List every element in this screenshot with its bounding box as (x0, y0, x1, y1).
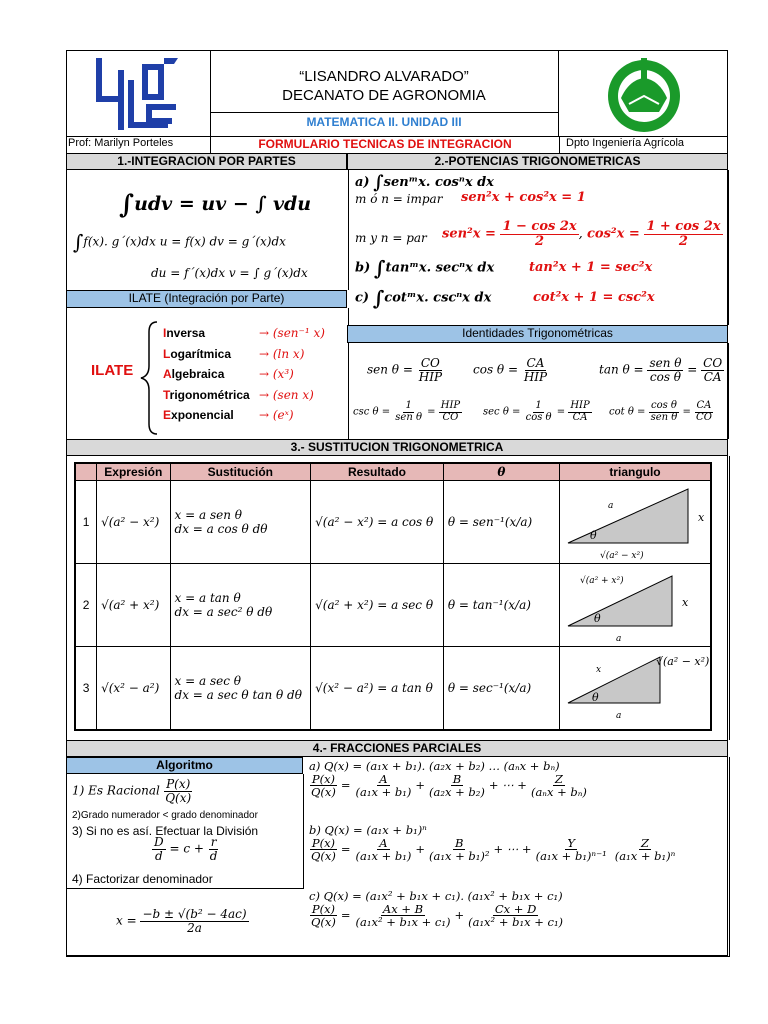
row-index: 2 (75, 564, 97, 647)
department: Dpto Ingeniería Agrícola (566, 137, 685, 149)
term-fraction-den: (a₁x + b₁) (355, 849, 412, 864)
term-fraction-num: B (455, 836, 464, 850)
identity-cot: cot θ = $\frac{\text{cos θ}}{\text{sen θ}}$ = $\frac{CA}{CO}$ (609, 400, 712, 423)
even-cos (587, 220, 723, 248)
algo-step1-text: 1) Es Racional (72, 783, 160, 798)
case-c-equation (309, 903, 565, 928)
section2-header: 2.-POTENCIAS TRIGONOMETRICAS (347, 153, 728, 170)
section1-header: 1.-INTEGRACION POR PARTES (66, 153, 347, 170)
term-fraction (427, 773, 487, 798)
operator: + (415, 841, 426, 856)
ilate-word: xponencial (171, 408, 234, 422)
term-fraction-den: (a₁x + b₁)ⁿ (614, 849, 676, 864)
identity-cot-lhs: cot θ = (609, 406, 646, 418)
triangle-figure (560, 481, 710, 563)
section3-header: 3.- SUSTITUCION TRIGONOMETRICA (66, 439, 728, 456)
substitution-row (75, 564, 711, 647)
quad-lhs: x = (116, 913, 137, 928)
identity-csc-num2: HIP (440, 400, 461, 411)
even-sen-den: 2 (535, 233, 545, 249)
algo-step4: 4) Factorizar denominador (72, 872, 213, 886)
ilate-example: → (sen⁻¹ x) (259, 326, 325, 340)
case-c-label: c) (355, 290, 370, 306)
row-triangle (559, 564, 711, 647)
term-fraction-den: (a₂x + b₂) (429, 785, 485, 800)
term-fraction-num: Z (554, 772, 563, 786)
col-header: Resultado (311, 463, 444, 481)
ilate-item (163, 367, 343, 381)
case-b-equation (309, 837, 677, 862)
term-fraction-num: Y (567, 836, 575, 850)
identity-sec: sec θ = $\frac{1}{\text{cos θ}}$ = $\frac{\text{HIP}}{CA}$ (483, 400, 590, 423)
case-c-row: c) ∫cotᵐx. cscⁿx dx (355, 286, 492, 310)
triangle-label-ang: θ (591, 691, 599, 704)
section4-header: 4.- FRACCIONES PARCIALES (66, 740, 728, 757)
faculty-name: DECANATO DE AGRONOMIA (282, 87, 486, 104)
quad-den: 2a (187, 920, 202, 935)
algorithm-header: Algoritmo (66, 757, 303, 774)
algo-div-mid: = c + (169, 841, 204, 856)
identity-cos-num: CA (526, 356, 545, 370)
course-name: MATEMATICA II. UNIDAD III (210, 112, 558, 129)
triangle-label-ang: θ (593, 612, 601, 625)
triangle-label-hyp: x (595, 665, 602, 675)
algorithm-body (66, 774, 304, 889)
term-fraction-num: Cx + D (494, 902, 537, 916)
triangle-figure (560, 647, 710, 729)
case-b-q: b) Q(x) = (a₁x + b₁)ⁿ (309, 823, 427, 837)
term-fraction-num: B (452, 772, 462, 786)
odd-case: m ó n = impar (355, 192, 443, 206)
case-a-q: a) Q(x) = (a₁x + b₁). (a₂x + b₂) … (aₙx + bₙ) (309, 759, 560, 773)
professor: Prof: Marilyn Porteles (68, 137, 174, 149)
pq-fraction-den: Q(x) (311, 785, 336, 800)
algo-div-rden: d (209, 848, 218, 863)
row-triangle (559, 647, 711, 731)
triangle-label-hyp: √(a² + x²) (579, 576, 624, 586)
main-parts-formula: ∫udv = uv − ∫ vdu (119, 190, 312, 220)
substitution-dx: dx = a cos θ dθ (174, 522, 268, 536)
pq-fraction-num: P(x) (311, 902, 336, 916)
identity-cot-den1: sen θ (650, 411, 678, 423)
substitution-x: x = a tan θ (174, 591, 241, 605)
term-fraction-den: (a₁x + b₁)² (429, 849, 490, 864)
pq-fraction (309, 773, 338, 798)
section1-body (66, 170, 349, 290)
ilate-item (163, 408, 343, 422)
equals: = (340, 907, 351, 922)
row-substitution (170, 564, 311, 647)
term-fraction-num: Z (641, 836, 650, 850)
even-cos-den: 2 (678, 233, 688, 249)
identity-sen-lhs: sen θ = (367, 362, 413, 377)
term-fraction-den: (a₁x + b₁)ⁿ⁻¹ (535, 849, 607, 864)
term-fraction (613, 837, 678, 862)
triangle-figure (560, 564, 710, 646)
col-index (75, 463, 97, 481)
row-index: 3 (75, 647, 97, 731)
case-b-row: b) ∫tanᵐx. secⁿx dx (355, 256, 495, 280)
triangle-label-opp: x (681, 596, 689, 609)
triangle-label-opp: √(a² − x²) (655, 655, 710, 668)
parts-line3: du = f´(x)dx v = ∫ g´(x)dx (151, 266, 308, 280)
identity-cos-den: HIP (523, 369, 548, 384)
term-fraction-den: (a₁x² + b₁x + c₁) (355, 915, 451, 930)
identity-sen-num: CO (420, 356, 440, 370)
equals: = (340, 841, 351, 856)
identities-body (347, 343, 729, 439)
operator: + (415, 777, 426, 792)
triangle-label-ang: θ (589, 529, 597, 542)
ilate-header: ILATE (Integración por Parte) (66, 290, 347, 308)
odd-identity: sen²x + cos²x = 1 (461, 190, 586, 205)
identity-cot-num2: CA (696, 400, 712, 411)
triangle-label-opp: x (697, 511, 705, 524)
operator: + (454, 907, 465, 922)
identity-csc-lhs: csc θ = (353, 406, 391, 418)
substitution-row (75, 481, 711, 564)
identity-sec-den1: cos θ (525, 411, 552, 423)
col-header: Expresión (97, 463, 170, 481)
parts-line2-text: f(x). g´(x)dx u = f(x) dv = g´(x)dx (83, 234, 286, 249)
triangle-label-hyp: a (607, 501, 614, 511)
equals: = (340, 777, 351, 792)
even-cos-num: 1 + cos 2x (646, 219, 721, 234)
substitution-header-row (75, 463, 711, 481)
term-fraction (354, 773, 414, 798)
ilate-label: ILATE (91, 362, 134, 379)
row-theta: θ = sec⁻¹(x/a) (443, 647, 559, 731)
triangle-label-adj: a (615, 711, 622, 721)
algo-step3: 3) Si no es así. Efectuar la División (72, 824, 259, 838)
identity-tan-lhs: tan θ = (599, 362, 644, 377)
parts-line2: ∫f(x). g´(x)dx u = f(x) dv = g´(x)dx (73, 230, 286, 254)
identity-tan-den1: cos θ (649, 369, 682, 384)
row-triangle (559, 481, 711, 564)
triangle-label-adj: √(a² − x²) (599, 551, 644, 561)
ilate-item (163, 326, 343, 340)
ilate-initial: E (163, 408, 172, 422)
algo-div-num: D (154, 835, 164, 849)
term-fraction-num: A (379, 836, 388, 850)
row-theta: θ = sen⁻¹(x/a) (443, 481, 559, 564)
substitution-dx: dx = a sec θ tan θ dθ (174, 688, 302, 702)
case-b-label: b) (355, 260, 371, 276)
case-a-row: a) ∫senᵐx. cosⁿx dx (355, 172, 494, 193)
term-fraction-num: Ax + B (382, 902, 424, 916)
identity-csc-den1: sen θ (395, 411, 422, 423)
col-header: Sustitución (170, 463, 311, 481)
col-header: triangulo (559, 463, 711, 481)
identity-sec-num1: 1 (535, 400, 542, 411)
ilate-brace (139, 320, 159, 436)
substitution-x: x = a sec θ (174, 674, 241, 688)
even-sen: sen²x = $\frac{1 - \cos 2x}{2}$ , (442, 219, 583, 249)
algo-div-rnum: r (210, 835, 217, 849)
identity-csc-num1: 1 (405, 400, 412, 411)
ilate-example: → (eˣ) (259, 408, 294, 422)
identity-sen-den: HIP (418, 369, 443, 384)
col-header: θ (443, 463, 559, 481)
term-fraction (529, 773, 589, 798)
identity-sec-lhs: sec θ = (483, 406, 521, 418)
ilate-initial: I (163, 326, 167, 340)
ilate-item (163, 347, 343, 361)
case-a-label: a) (355, 174, 370, 190)
algo-div-den: d (154, 848, 163, 863)
identity-sen (367, 357, 444, 383)
header-bottom-row (66, 136, 728, 153)
identity-sec-den2: CA (572, 411, 588, 423)
term-fraction-num: A (379, 772, 388, 786)
algo-step1 (72, 778, 193, 804)
term-fraction-den: (a₁x + b₁) (355, 785, 412, 800)
substitution-row (75, 647, 711, 731)
row-result: √(a² − x²) = a cos θ (311, 481, 444, 564)
ilate-word: lgebraica (171, 367, 225, 381)
even-cos-lhs: cos²x = (587, 226, 640, 242)
row-expression: √(a² − x²) (97, 481, 170, 564)
identity-cot-num1: cos θ (650, 400, 677, 411)
case-c-integral: cotᵐx. cscⁿx dx (384, 290, 492, 306)
substitution-body (75, 481, 711, 731)
row-substitution (170, 647, 311, 731)
identity-csc: csc θ = $\frac{1}{\text{sen θ}}$ = $\frac{\text{HIP}}{CO}$ (353, 400, 461, 423)
identity-cos (473, 357, 549, 383)
triangle-label-adj: a (615, 634, 622, 644)
row-expression: √(a² + x²) (97, 564, 170, 647)
even-case: m y n = par (355, 231, 427, 245)
quad-num: −b ± √(b² − 4ac) (142, 907, 247, 921)
identity-sec-num2: HIP (570, 400, 590, 411)
substitution-x: x = a sen θ (174, 508, 242, 522)
pq-fraction-num: P(x) (311, 772, 336, 786)
ilate-example: → (x³) (259, 367, 294, 381)
case-a-equation (309, 773, 589, 798)
case-c-q: c) Q(x) = (a₁x² + b₁x + c₁). (a₁x² + b₁x + c₁) (309, 889, 563, 903)
pq-fraction-den: Q(x) (311, 915, 336, 930)
agronomy-logo (558, 50, 729, 136)
ilate-word: rigonométrica (169, 387, 250, 402)
identity-tan: tan θ = $\frac{\text{sen θ}}{\text{cos θ}}$ = $\frac{CO}{CA}$ (599, 356, 723, 384)
partial-fractions-cases (303, 757, 728, 956)
identity-csc-den2: CO (442, 411, 459, 423)
row-substitution (170, 481, 311, 564)
ilate-initial: L (163, 346, 171, 361)
row-index: 1 (75, 481, 97, 564)
substitution-table (74, 462, 712, 731)
even-sen-num: 1 − cos 2x (502, 219, 577, 234)
ilate-word: nversa (166, 326, 206, 340)
case-a-integral: senᵐx. cosⁿx dx (383, 174, 494, 190)
algo-step1-den: Q(x) (165, 790, 192, 805)
parts-formula-text: udv = uv − ∫ vdu (134, 193, 312, 216)
section2-body (347, 170, 729, 325)
identity-tan-den2: CA (703, 369, 722, 384)
identity-cot-den2: CO (696, 411, 712, 423)
row-expression: √(x² − a²) (97, 647, 170, 731)
university-name: “LISANDRO ALVARADO” (299, 68, 469, 85)
algo-step2: 2)Grado numerador < grado denominador (72, 810, 258, 821)
ilate-item (163, 388, 343, 402)
row-result: √(a² + x²) = a sec θ (311, 564, 444, 647)
term-fraction-den: (a₁x² + b₁x + c₁) (468, 915, 564, 930)
pq-fraction (309, 903, 338, 928)
identity-cos-lhs: cos θ = (473, 362, 519, 377)
substitution-dx: dx = a sec² θ dθ (174, 605, 273, 619)
ilate-initial: T (163, 387, 170, 402)
pq-fraction-num: P(x) (311, 836, 336, 850)
ilate-word: ogarítmica (170, 346, 232, 361)
ilate-body (66, 308, 349, 439)
operator: + ⋯ + (493, 841, 532, 856)
algo-division (152, 836, 219, 862)
pq-fraction-den: Q(x) (311, 849, 336, 864)
case-b-integral: tanᵐx. secⁿx dx (385, 260, 495, 276)
term-fraction (354, 903, 453, 928)
operator: + ⋯ + (488, 777, 527, 792)
ilate-example: → (ln x) (259, 346, 305, 361)
term-fraction (427, 837, 491, 862)
term-fraction (354, 837, 414, 862)
document-title: FORMULARIO TECNICAS DE INTEGRACION (210, 137, 560, 153)
case-c-identity: cot²x + 1 = csc²x (533, 290, 655, 305)
case-b-identity: tan²x + 1 = sec²x (529, 260, 653, 275)
row-result: √(x² − a²) = a tan θ (311, 647, 444, 731)
term-fraction (466, 903, 565, 928)
identity-tan-num1: sen θ (649, 356, 682, 370)
pq-fraction (309, 837, 338, 862)
ucla-logo (66, 50, 211, 136)
term-fraction (534, 837, 609, 862)
quadratic-formula (116, 908, 249, 934)
term-fraction-den: (aₙx + bₙ) (530, 785, 587, 800)
even-sen-lhs: sen²x = (442, 226, 496, 242)
identities-header: Identidades Trigonométricas (347, 325, 728, 343)
header (66, 50, 728, 152)
row-theta: θ = tan⁻¹(x/a) (443, 564, 559, 647)
ilate-initial: A (163, 367, 172, 381)
identity-tan-num2: CO (703, 356, 723, 370)
ilate-example: → (sen x) (259, 387, 314, 402)
algo-step1-num: P(x) (166, 777, 191, 791)
